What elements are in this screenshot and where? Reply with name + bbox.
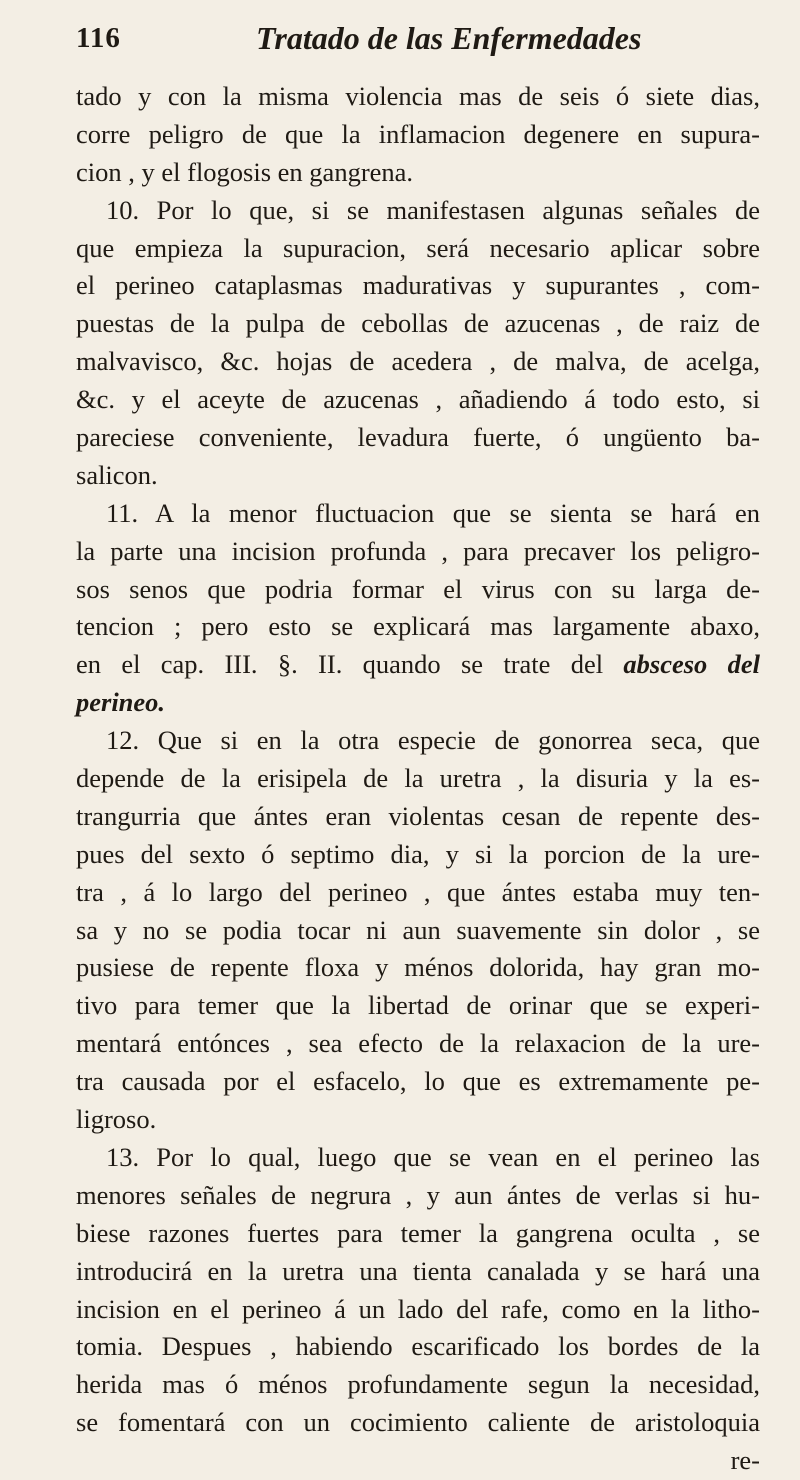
text-line: pareciese conveniente, levadura fuerte, ó ungüento ba- (76, 422, 760, 453)
text-line: biese razones fuertes para temer la gangrena oculta , se (76, 1217, 760, 1248)
paragraph-10-start: 10. Por lo que, si se manifestasen algunas señales de (106, 194, 760, 225)
text-line: tencion ; pero esto se explicará mas largamente abaxo, (76, 611, 760, 642)
paragraph-13-start: 13. Por lo qual, luego que se vean en el perineo las (106, 1141, 760, 1172)
text-line: pusiese de repente floxa y ménos dolorida, hay gran mo- (76, 952, 760, 983)
text-line: depende de la erisipela de la uretra , la disuria y la es- (76, 763, 760, 794)
text-line: ligroso. (76, 1104, 157, 1135)
text-line: introducirá en la uretra una tienta canalada y se hará una (76, 1255, 760, 1286)
text-line: la parte una incision profunda , para precaver los peligro- (76, 535, 760, 566)
page-number: 116 (76, 22, 121, 54)
text-line: &c. y el aceyte de azucenas , añadiendo á todo esto, si (76, 384, 760, 415)
text-line: incision en el perineo á un lado del rafe, como en la litho- (76, 1293, 760, 1324)
text-line (76, 646, 760, 684)
text-line: pues del sexto ó septimo dia, y si la porcion de la ure- (76, 838, 760, 869)
text-line: tra causada por el esfacelo, lo que es extremamente pe- (76, 1066, 760, 1097)
text-line: cion , y el flogosis en gangrena. (76, 156, 414, 187)
text-line: que empieza la supuracion, será necesario aplicar sobre (76, 232, 760, 263)
text-line: tado y con la misma violencia mas de seis ó siete dias, (76, 81, 760, 111)
text-line: herida mas ó ménos profundamente segun la necesidad, (76, 1369, 760, 1400)
text-line: sos senos que podria formar el virus con su larga de- (76, 573, 760, 604)
text-line: el perineo cataplasmas madurativas y supurantes , com- (76, 270, 760, 301)
text-line: tivo para temer que la libertad de orinar que se experi- (76, 990, 760, 1021)
text-line: salicon. (76, 459, 158, 490)
text-line: menores señales de negrura , y aun ántes de verlas si hu- (76, 1179, 760, 1210)
paragraph-12-start: 12. Que si en la otra especie de gonorrea seca, que (106, 725, 760, 756)
text-line: tomia. Despues , habiendo escarificado los bordes de la (76, 1331, 760, 1362)
text-line: mentará entónces , sea efecto de la relaxacion de la ure- (76, 1028, 760, 1059)
text-line: puestas de la pulpa de cebollas de azucenas , de raiz de (76, 308, 760, 339)
text-line: sa y no se podia tocar ni aun suavemente sin dolor , se (76, 914, 760, 945)
text-line-start: en el cap. III. §. II. quando se trate del (76, 649, 604, 680)
text-line: malvavisco, &c. hojas de acedera , de malva, de acelga, (76, 346, 760, 377)
text-line: trangurria que ántes eran violentas cesan de repente des- (76, 800, 760, 831)
italic-term: perineo. (76, 687, 166, 718)
italic-term: absceso del (623, 649, 760, 680)
page-header (76, 18, 756, 62)
text-line (76, 684, 760, 722)
text-line: se fomentará con un cocimiento caliente de aristoloquia (76, 1407, 760, 1438)
body-text (76, 78, 760, 1480)
running-title: Tratado de las Enfermedades (256, 20, 642, 56)
paragraph-11-start: 11. A la menor fluctuacion que se sienta se hará en (106, 497, 760, 528)
catchword: re- (730, 1445, 760, 1476)
text-line: tra , á lo largo del perineo , que ántes estaba muy ten- (76, 876, 760, 907)
text-line: corre peligro de que la inflamacion degenere en supura- (76, 118, 760, 149)
